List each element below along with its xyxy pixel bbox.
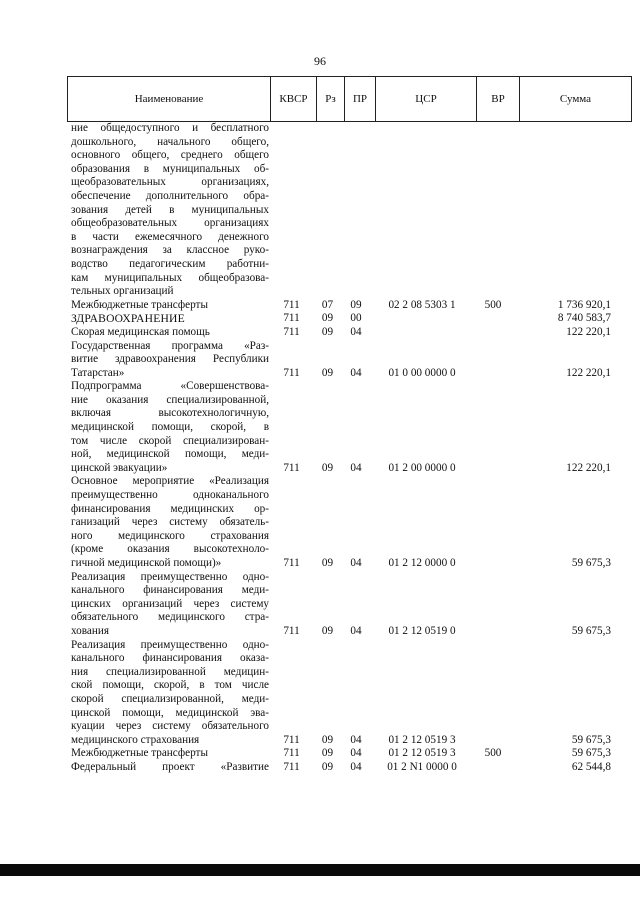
row-name-line: Реализация преимущественно одно- — [71, 638, 269, 651]
row-name-line: ной, медицинской помощи, меди- — [71, 448, 269, 461]
row-rz: 09 — [321, 557, 334, 569]
row-csr: 01 2 12 0519 0 — [388, 624, 456, 637]
row-kvsr: 711 — [283, 733, 300, 746]
row-name — [71, 326, 269, 340]
row-name-line: вознаграждения за классное руко- — [71, 244, 269, 257]
table-row — [71, 380, 611, 475]
row-sum: 59 675,3 — [571, 733, 611, 746]
row-name-line: медицинской помощи, скорой, в — [71, 421, 269, 434]
row-rz: 09 — [321, 461, 334, 474]
row-name-line: ние общедоступного и бесплатного — [71, 122, 269, 134]
row-name-line: витие здравоохранения Республики — [71, 353, 269, 366]
row-name-line: Скорая медицинская помощь — [71, 325, 210, 338]
row-name-line: ния специализированной медицин- — [71, 665, 269, 678]
row-name-line: цинской помощи, медицинской эва- — [71, 706, 269, 719]
row-name-line: Реализация преимущественно одно- — [71, 570, 269, 583]
table-row — [71, 761, 611, 775]
table-row — [71, 312, 611, 326]
row-csr: 01 2 12 0519 3 — [388, 733, 456, 746]
header-vr: ВР — [477, 77, 520, 122]
row-name-line: включая высокотехнологичную, — [71, 407, 269, 420]
row-pr: 04 — [350, 733, 362, 746]
row-name-line: скорой специализированной, меди- — [71, 692, 269, 705]
row-name-line: дошкольного, начального общего, — [71, 135, 269, 148]
row-name-line: (кроме оказания высокотехноло- — [71, 543, 269, 556]
row-name — [71, 299, 269, 313]
row-name — [71, 639, 269, 748]
row-name-line: Основное мероприятие «Реализация — [71, 475, 269, 488]
row-sum: 122 220,1 — [566, 461, 611, 474]
row-sum: 1 736 920,1 — [557, 298, 611, 311]
row-rz: 09 — [321, 624, 334, 637]
scan-bottom-edge — [0, 864, 640, 876]
row-name-line: канального финансирования меди- — [71, 584, 269, 597]
row-name-line: Подпрограмма «Совершенствова- — [71, 380, 269, 393]
row-name — [71, 312, 269, 326]
row-name-line: кам муниципальных общеобразова- — [71, 271, 269, 284]
header-kvsr: КВСР — [271, 77, 317, 122]
row-name — [71, 475, 269, 570]
row-pr: 04 — [350, 461, 362, 474]
row-sum: 122 220,1 — [566, 325, 611, 338]
row-sum: 62 544,8 — [571, 760, 611, 773]
row-csr: 02 2 08 5303 1 — [388, 298, 456, 311]
page-number: 96 — [314, 54, 326, 68]
row-rz: 07 — [321, 298, 334, 311]
header-rz: Рз — [317, 77, 345, 122]
row-rz: 09 — [321, 733, 334, 746]
header-pr: ПР — [345, 77, 376, 122]
row-kvsr: 711 — [283, 325, 300, 338]
row-name-line: финансирования медицинских ор- — [71, 502, 269, 515]
row-pr: 04 — [350, 557, 362, 569]
header-csr: ЦСР — [376, 77, 477, 122]
row-kvsr: 711 — [283, 760, 300, 773]
row-pr: 09 — [350, 298, 362, 311]
row-name-line: хования — [71, 624, 109, 637]
row-pr: 04 — [350, 747, 362, 760]
row-kvsr: 711 — [283, 366, 300, 379]
row-name-line: гичной медицинской помощи)» — [71, 557, 222, 569]
row-name-line: медицинского страхования — [71, 733, 200, 746]
row-name-line: тельных организаций — [71, 285, 174, 298]
row-pr: 04 — [350, 325, 362, 338]
row-rz: 09 — [321, 747, 334, 760]
row-name-line: Межбюджетные трансферты — [71, 747, 208, 760]
row-name-line: цинской эвакуации» — [71, 461, 168, 474]
table-row — [71, 326, 611, 340]
table-header — [67, 76, 632, 122]
row-name — [71, 571, 269, 639]
budget-table-body — [71, 122, 611, 775]
row-sum: 59 675,3 — [571, 747, 611, 760]
row-rz: 09 — [321, 312, 334, 325]
row-sum: 122 220,1 — [566, 366, 611, 379]
row-name — [71, 340, 269, 381]
row-name-line: щеобразовательных организациях, — [71, 176, 269, 189]
row-name-line: общеобразовательных организациях — [71, 217, 269, 230]
row-name — [71, 761, 269, 775]
row-name-line: Государственная программа «Раз- — [71, 339, 269, 352]
row-name-line: ской помощи, скорой, в том числе — [71, 679, 269, 692]
row-sum: 59 675,3 — [571, 557, 611, 569]
row-name-line: преимущественно одноканального — [71, 489, 269, 502]
row-kvsr: 711 — [283, 557, 300, 569]
table-row — [71, 475, 611, 570]
row-name-line: в части ежемесячного денежного — [71, 230, 269, 243]
row-name-line: том числе скорой специализирован- — [71, 434, 269, 447]
header-name: Наименование — [68, 77, 271, 122]
row-name-line: канального финансирования оказа- — [71, 652, 269, 665]
row-name-line: обязательного медицинского стра- — [71, 611, 269, 624]
row-pr: 04 — [350, 366, 362, 379]
row-name-line: зования детей в муниципальных — [71, 203, 269, 216]
row-kvsr: 711 — [283, 747, 300, 760]
row-csr: 01 2 12 0519 3 — [388, 747, 456, 760]
row-name — [71, 122, 269, 299]
row-name-line: Татарстан» — [71, 366, 125, 379]
row-kvsr: 711 — [283, 624, 300, 637]
table-row — [71, 571, 611, 639]
row-sum: 59 675,3 — [571, 624, 611, 637]
row-name-line: ного медицинского страхования — [71, 529, 269, 542]
row-vr: 500 — [484, 747, 502, 760]
row-kvsr: 711 — [283, 461, 300, 474]
row-name-line: водство педагогическим работни- — [71, 257, 269, 270]
row-rz: 09 — [321, 325, 334, 338]
row-kvsr: 711 — [283, 312, 300, 325]
row-name — [71, 747, 269, 761]
table-row — [71, 747, 611, 761]
row-name-line: Федеральный проект «Развитие — [71, 760, 269, 773]
row-kvsr: 711 — [283, 298, 300, 311]
table-row — [71, 299, 611, 313]
row-pr: 04 — [350, 760, 362, 773]
row-name-line: основного общего, среднего общего — [71, 149, 269, 162]
row-rz: 09 — [321, 366, 334, 379]
table-row — [71, 340, 611, 381]
row-csr: 01 2 12 0000 0 — [388, 557, 456, 569]
row-name-line: ние оказания специализированной, — [71, 393, 269, 406]
row-csr: 01 2 00 0000 0 — [388, 461, 456, 474]
row-name-line: обеспечение дополнительного обра- — [71, 189, 269, 202]
row-name-line: куации через систему обязательного — [71, 720, 269, 733]
row-name-line: ганизаций через систему обязатель- — [71, 516, 269, 529]
row-pr: 00 — [350, 312, 362, 325]
header-sum: Сумма — [520, 77, 632, 122]
row-pr: 04 — [350, 624, 362, 637]
row-csr: 01 0 00 0000 0 — [388, 366, 456, 379]
row-csr: 01 2 N1 0000 0 — [387, 760, 457, 773]
row-name-line: Межбюджетные трансферты — [71, 298, 208, 311]
row-name — [71, 380, 269, 475]
row-name-line: цинских организаций через систему — [71, 597, 269, 610]
row-rz: 09 — [321, 760, 334, 773]
row-sum: 8 740 583,7 — [557, 312, 611, 325]
row-vr: 500 — [484, 298, 502, 311]
table-row — [71, 122, 611, 299]
row-name-line: образования в муниципальных об- — [71, 162, 269, 175]
row-name-line: ЗДРАВООХРАНЕНИЕ — [71, 312, 185, 326]
table-row — [71, 639, 611, 748]
